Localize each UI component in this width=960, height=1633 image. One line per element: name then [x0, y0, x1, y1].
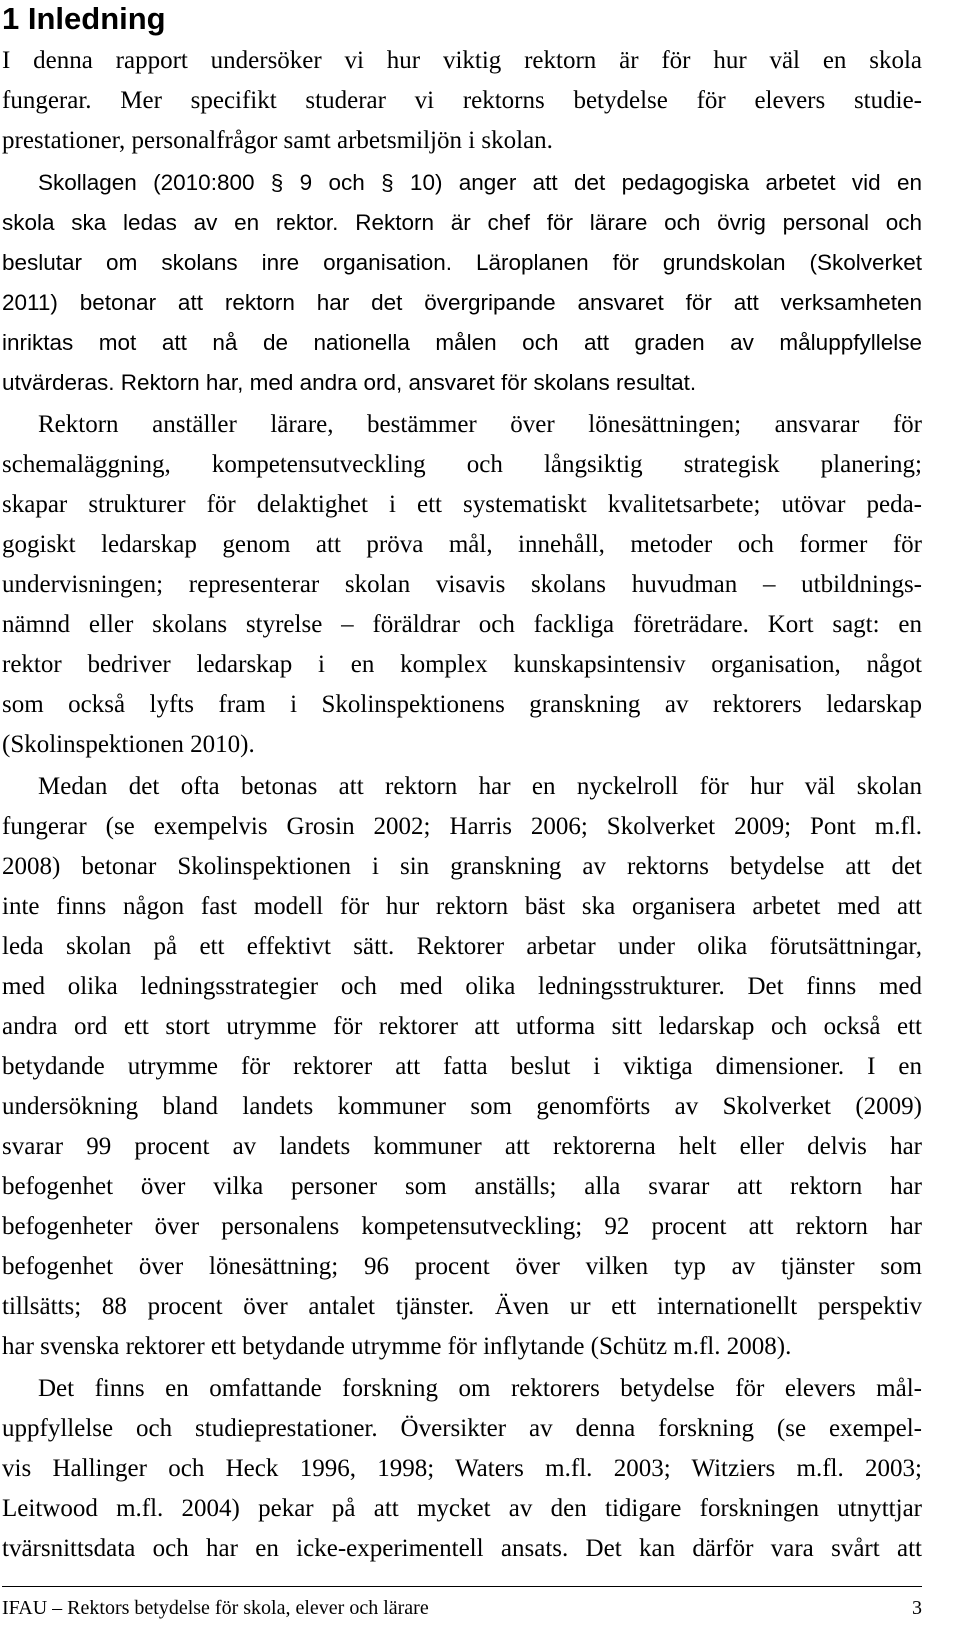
paragraph-line: med olika ledningsstrategier och med olika ledningsstrukturer. Det finns med — [2, 973, 922, 1000]
paragraph-line: I denna rapport undersöker vi hur viktig rektorn är för hur väl en skola — [2, 47, 922, 74]
paragraph-line: skapar strukturer för delaktighet i ett systematiskt kvalitetsarbete; utövar peda- — [2, 491, 922, 518]
paragraph-line: Rektorn anställer lärare, bestämmer över lönesättningen; ansvarar för — [38, 411, 922, 438]
paragraph-line: som också lyfts fram i Skolinspektionens granskning av rektorers ledarskap — [2, 691, 922, 718]
paragraph-line: Det finns en omfattande forskning om rektorers betydelse för elevers mål- — [38, 1375, 922, 1402]
paragraph-line: tillsätts; 88 procent över antalet tjänster. Även ur ett internationellt perspektiv — [2, 1293, 922, 1320]
paragraph-line: betydande utrymme för rektorer att fatta beslut i viktiga dimensioner. I en — [2, 1053, 922, 1080]
paragraph-line: vis Hallinger och Heck 1996, 1998; Waters m.fl. 2003; Witziers m.fl. 2003; — [2, 1455, 922, 1482]
paragraph-line: gogiskt ledarskap genom att pröva mål, innehåll, metoder och former för — [2, 531, 922, 558]
paragraph-line: inte finns någon fast modell för hur rektorn bäst ska organisera arbetet med att — [2, 893, 922, 920]
paragraph-line: schemaläggning, kompetensutveckling och långsiktig strategisk planering; — [2, 451, 922, 478]
paragraph-line: tvärsnittsdata och har en icke-experimentell ansats. Det kan därför vara svårt att — [2, 1535, 922, 1562]
paragraph-line: leda skolan på ett effektivt sätt. Rektorer arbetar under olika förutsättningar, — [2, 933, 922, 960]
paragraph-line: uppfyllelse och studieprestationer. Översikter av denna forskning (se exempel- — [2, 1415, 922, 1442]
footer-divider — [2, 1586, 922, 1587]
paragraph-line: nämnd eller skolans styrelse – föräldrar och fackliga företrädare. Kort sagt: en — [2, 611, 922, 638]
paragraph-line: undervisningen; representerar skolan visavis skolans huvudman – utbildnings- — [2, 571, 922, 598]
paragraph-line: har svenska rektorer ett betydande utrymme för inflytande (Schütz m.fl. 2008). — [2, 1333, 792, 1360]
paragraph-line: fungerar. Mer specifikt studerar vi rektorns betydelse för elevers studie- — [2, 87, 922, 114]
paragraph-line: utvärderas. Rektorn har, med andra ord, ansvaret för skolans resultat. — [2, 370, 697, 395]
paragraph-line: befogenhet över lönesättning; 96 procent över vilken typ av tjänster som — [2, 1253, 922, 1280]
paragraph-line: Skollagen (2010:800 § 9 och § 10) anger att det pedagogiska arbetet vid en — [38, 170, 922, 195]
paragraph-line: svarar 99 procent av landets kommuner att rektorerna helt eller delvis har — [2, 1133, 922, 1160]
paragraph-line: inriktas mot att nå de nationella målen och att graden av måluppfyllelse — [2, 330, 922, 355]
paragraph-line: rektor bedriver ledarskap i en komplex kunskapsintensiv organisation, något — [2, 651, 922, 678]
paragraph-line: undersökning bland landets kommuner som genomförts av Skolverket (2009) — [2, 1093, 922, 1120]
paragraph-line: beslutar om skolans inre organisation. Läroplanen för grundskolan (Skolverket — [2, 250, 922, 275]
paragraph-line: befogenhet över vilka personer som anställs; alla svarar att rektorn har — [2, 1173, 922, 1200]
paragraph-line: Medan det ofta betonas att rektorn har en nyckelroll för hur väl skolan — [38, 773, 922, 800]
paragraph-line: Leitwood m.fl. 2004) pekar på att mycket av den tidigare forskningen utnyttjar — [2, 1495, 922, 1522]
paragraph-line: prestationer, personalfrågor samt arbetsmiljön i skolan. — [2, 127, 553, 154]
paragraph-line: skola ska ledas av en rektor. Rektorn är chef för lärare och övrig personal och — [2, 210, 922, 235]
section-heading: 1 Inledning — [2, 1, 166, 36]
paragraph-line: befogenheter över personalens kompetensutveckling; 92 procent att rektorn har — [2, 1213, 922, 1240]
paragraph-line: (Skolinspektionen 2010). — [2, 731, 255, 758]
paragraph-line: fungerar (se exempelvis Grosin 2002; Harris 2006; Skolverket 2009; Pont m.fl. — [2, 813, 922, 840]
paragraph-line: andra ord ett stort utrymme för rektorer att utforma sitt ledarskap och också ett — [2, 1013, 922, 1040]
paragraph-line: 2008) betonar Skolinspektionen i sin granskning av rektorns betydelse att det — [2, 853, 922, 880]
footer-title: IFAU – Rektors betydelse för skola, elever och lärare — [2, 1597, 429, 1619]
paragraph-line: 2011) betonar att rektorn har det övergripande ansvaret för att verksamheten — [2, 290, 922, 315]
page-number: 3 — [912, 1597, 922, 1619]
